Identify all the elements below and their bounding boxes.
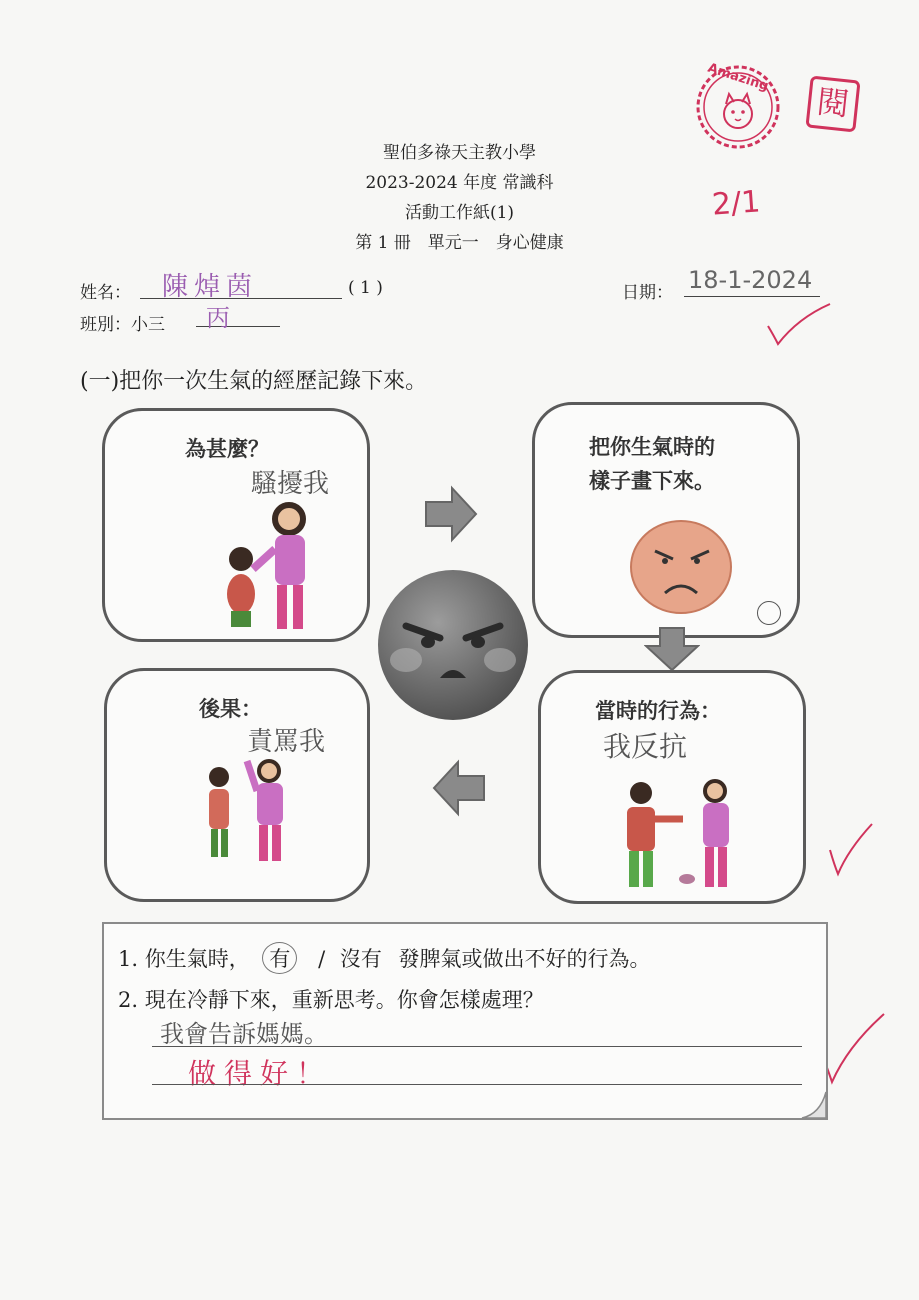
tick-icon xyxy=(818,1010,888,1086)
tick-icon xyxy=(764,300,834,348)
arrow-down-icon xyxy=(644,626,700,672)
panel-result-answer: 責罵我 xyxy=(247,727,326,757)
amazing-stamp-icon xyxy=(693,62,783,152)
panel-why-answer: 騷擾我 xyxy=(251,469,330,499)
worksheet-header xyxy=(0,138,919,258)
class-number: ( 1 ) xyxy=(348,278,383,298)
class-field xyxy=(196,302,280,332)
question-1 xyxy=(118,942,651,974)
angry-face-drawing-icon xyxy=(629,517,739,617)
panel-behavior-title: 當時的行為： xyxy=(595,699,721,723)
scolding-drawing-icon xyxy=(199,755,299,875)
answer-text: 我會告訴媽媽。 xyxy=(160,1020,328,1048)
date-value: 18-1-2024 xyxy=(688,266,813,294)
question-1-prefix: 1. 你生氣時， xyxy=(118,947,250,971)
teacher-comment: 做得好！ xyxy=(188,1057,333,1090)
q1-separator: / xyxy=(318,947,326,971)
panel-behavior-answer: 我反抗 xyxy=(603,730,688,763)
name-value: 陳焯茵 xyxy=(162,272,259,302)
tick-icon xyxy=(826,820,876,878)
school-name: 聖伯多祿天主教小學 xyxy=(383,143,536,163)
unit-title: 第 1 冊 單元一 身心健康 xyxy=(355,233,564,253)
panel-why-title: 為甚麼？ xyxy=(185,437,269,461)
small-face-icon xyxy=(757,601,781,625)
read-seal: 閱 xyxy=(805,76,860,133)
class-value: 丙 xyxy=(206,304,230,332)
answer-line-1 xyxy=(152,1046,802,1047)
panel-draw-title-2: 樣子畫下來。 xyxy=(589,469,715,493)
stamp-text: Amazing xyxy=(705,60,771,95)
question-1-suffix: 發脾氣或做出不好的行為。 xyxy=(398,947,651,971)
panel-draw-title-1: 把你生氣時的 xyxy=(589,435,715,459)
panel-result-title: 後果： xyxy=(199,697,262,721)
score-mark: 2/1 xyxy=(710,184,762,223)
q1-option-yes: 有 xyxy=(262,942,297,974)
school-year: 2023-2024 年度 常識科 xyxy=(365,173,554,193)
resisting-drawing-icon xyxy=(619,777,749,897)
class-label: 班別：小三 xyxy=(80,315,165,335)
child-drawing-icon xyxy=(213,499,333,639)
section-title: (一)把你一次生氣的經歷記錄下來。 xyxy=(80,369,428,394)
answer-line-2 xyxy=(152,1084,802,1085)
name-field xyxy=(140,270,342,302)
q1-option-no: 沒有 xyxy=(339,947,382,971)
page-curl-icon xyxy=(800,1090,828,1120)
arrow-right-icon xyxy=(424,484,478,544)
reflection-box xyxy=(102,922,828,1120)
name-label: 姓名： xyxy=(80,283,131,303)
date-field xyxy=(684,268,820,297)
question-2: 2. 現在冷靜下來，重新思考。你會怎樣處理？ xyxy=(118,988,544,1012)
panel-draw xyxy=(532,402,800,638)
worksheet-title: 活動工作紙(1) xyxy=(404,203,515,223)
angry-emoji-icon xyxy=(376,568,530,722)
panel-why xyxy=(102,408,370,642)
panel-behavior xyxy=(538,670,806,904)
arrow-left-icon xyxy=(432,758,486,818)
panel-result xyxy=(104,668,370,902)
date-label: 日期： xyxy=(622,283,673,303)
